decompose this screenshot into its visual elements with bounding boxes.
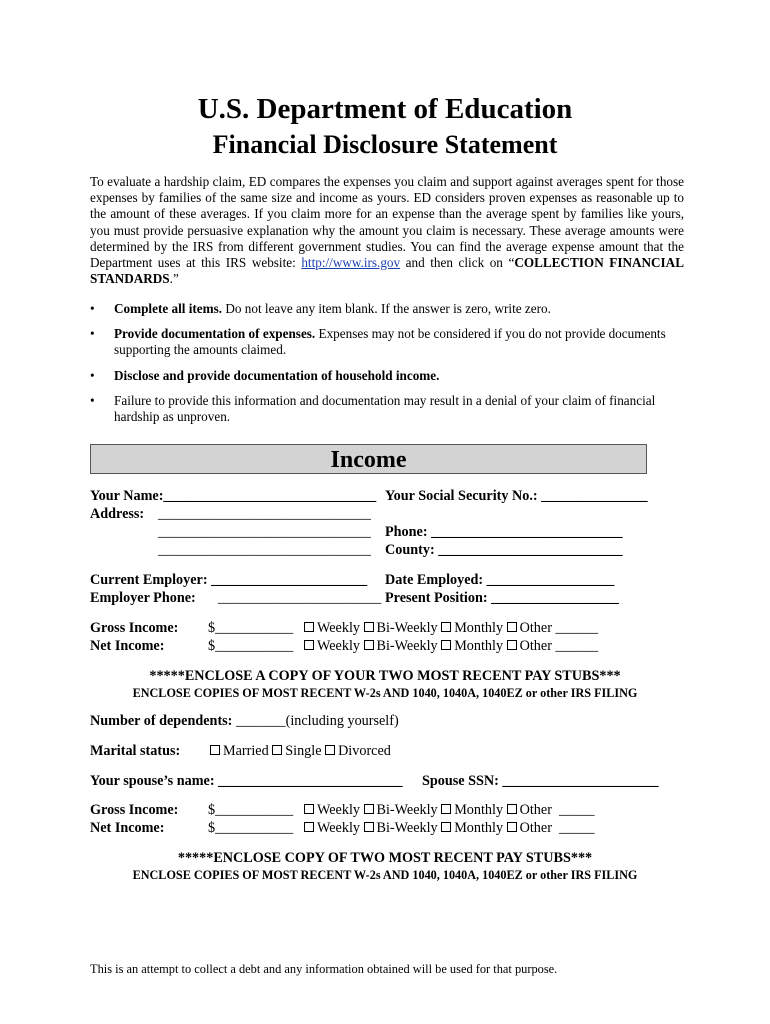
biweekly-label: Bi-Weekly	[376, 802, 438, 818]
monthly-label: Monthly	[454, 802, 504, 818]
enclose-spouse-w2-notice: ENCLOSE COPIES OF MOST RECENT W-2s AND 1040, 1040A, 1040EZ or other IRS FILING	[132, 868, 638, 882]
ssn-field[interactable]: Your Social Security No.: _______________	[385, 488, 648, 504]
other-field[interactable]: ______	[555, 620, 599, 636]
bullet-bold: Complete all items.	[114, 301, 223, 316]
intro-paragraph	[90, 174, 684, 287]
bullet-icon: •	[90, 393, 95, 408]
spouse-gross-income-frequency	[304, 802, 594, 819]
monthly-checkbox[interactable]	[441, 640, 451, 650]
other-field[interactable]: _____	[559, 820, 595, 836]
net-income-amount[interactable]: $___________	[208, 638, 294, 654]
gross-income-amount[interactable]: $___________	[208, 620, 294, 636]
biweekly-checkbox[interactable]	[364, 622, 374, 632]
monthly-label: Monthly	[454, 820, 504, 836]
address-line-1[interactable]: ______________________________	[158, 506, 371, 522]
biweekly-checkbox[interactable]	[364, 804, 374, 814]
bullet-icon: •	[90, 326, 95, 341]
net-income-label: Net Income:	[90, 638, 165, 654]
weekly-checkbox[interactable]	[304, 822, 314, 832]
other-checkbox[interactable]	[507, 822, 517, 832]
gross-income-label: Gross Income:	[90, 620, 179, 636]
intro-text: To evaluate a hardship claim, ED compares the expenses you claim and support against averages spent for those expenses by families of the same size and income as yours. ED considers proven expenses as reasonable up to the amount of these averages. If you claim more for an expense than the average spent by families like yours, you must provide persuasive explanation why the amount you claim is necessary. These average amounts were determined by the IRS from different government studies. You can find the average expense amount that the Department uses at this IRS website:	[90, 174, 684, 271]
dependents-blank[interactable]: _______	[232, 713, 286, 729]
other-field[interactable]: ______	[555, 638, 599, 654]
income-section-title: Income	[330, 447, 407, 473]
monthly-label: Monthly	[454, 620, 504, 636]
enclose-w2-notice: ENCLOSE COPIES OF MOST RECENT W-2s AND 1040, 1040A, 1040EZ or other IRS FILING	[132, 686, 638, 700]
other-checkbox[interactable]	[507, 640, 517, 650]
spouse-net-income-amount[interactable]: $___________	[208, 820, 294, 836]
bullet-bold: Disclose and provide documentation of household income.	[114, 368, 440, 383]
dependents-note: (including yourself)	[285, 713, 399, 729]
other-label: Other	[519, 820, 552, 836]
married-label: Married	[223, 743, 269, 759]
spouse-net-income-frequency	[304, 820, 594, 837]
page-subtitle: Financial Disclosure Statement	[212, 130, 558, 159]
footer-disclaimer: This is an attempt to collect a debt and any information obtained will be used for that purpose.	[90, 962, 558, 976]
bullet-icon: •	[90, 368, 95, 383]
your-name-field[interactable]: Your Name:______________________________	[90, 488, 377, 504]
weekly-checkbox[interactable]	[304, 804, 314, 814]
biweekly-checkbox[interactable]	[364, 822, 374, 832]
weekly-label: Weekly	[317, 802, 360, 818]
employer-phone-field[interactable]: _______________________	[218, 590, 382, 606]
biweekly-label: Bi-Weekly	[376, 620, 438, 636]
enclose-spouse-pay-stubs-notice: *****ENCLOSE COPY OF TWO MOST RECENT PAY STUBS***	[177, 850, 593, 866]
biweekly-label: Bi-Weekly	[376, 820, 438, 836]
other-label: Other	[519, 802, 552, 818]
other-checkbox[interactable]	[507, 622, 517, 632]
bullet-item-documentation	[90, 326, 670, 358]
bullet-text: Failure to provide this information and documentation may result in a denial of your claim of financial hardship as unproven.	[114, 393, 656, 425]
monthly-checkbox[interactable]	[441, 822, 451, 832]
bullet-icon: •	[90, 301, 95, 316]
address-line-2[interactable]: ______________________________	[158, 524, 371, 540]
page-title: U.S. Department of Education	[197, 93, 573, 125]
county-field[interactable]: County: __________________________	[385, 542, 623, 558]
date-employed-field[interactable]: Date Employed: __________________	[385, 572, 615, 588]
bullet-text: Do not leave any item blank. If the answer is zero, write zero.	[222, 301, 551, 316]
bullet-item-failure	[90, 393, 670, 425]
dependents-field[interactable]	[90, 713, 399, 730]
intro-text-after-link: and then click on “	[400, 255, 515, 271]
monthly-checkbox[interactable]	[441, 622, 451, 632]
bullet-item-household-income	[90, 368, 670, 384]
dependents-label: Number of dependents:	[90, 713, 233, 729]
other-field[interactable]: _____	[559, 802, 595, 818]
weekly-label: Weekly	[317, 820, 360, 836]
weekly-label: Weekly	[317, 638, 360, 654]
single-checkbox[interactable]	[272, 745, 282, 755]
employer-phone-label: Employer Phone:	[90, 590, 196, 606]
spouse-gross-income-amount[interactable]: $___________	[208, 802, 294, 818]
present-position-field[interactable]: Present Position: __________________	[385, 590, 619, 606]
net-income-frequency	[304, 638, 598, 655]
other-label: Other	[519, 638, 552, 654]
divorced-checkbox[interactable]	[325, 745, 335, 755]
other-label: Other	[519, 620, 552, 636]
intro-end: .”	[169, 271, 179, 287]
address-line-3[interactable]: ______________________________	[158, 542, 371, 558]
spouse-net-income-label: Net Income:	[90, 820, 165, 836]
bullet-text: Expenses may not be considered if you do not provide documents supporting the amounts claimed.	[114, 326, 666, 358]
collection-standards-text: COLLECTION FINANCIAL STANDARDS	[90, 255, 685, 287]
other-checkbox[interactable]	[507, 804, 517, 814]
weekly-label: Weekly	[317, 620, 360, 636]
weekly-checkbox[interactable]	[304, 640, 314, 650]
address-label: Address:	[90, 506, 145, 522]
bullet-bold: Provide documentation of expenses.	[114, 326, 316, 341]
weekly-checkbox[interactable]	[304, 622, 314, 632]
bullet-item-complete	[90, 301, 670, 317]
spouse-gross-income-label: Gross Income:	[90, 802, 179, 818]
biweekly-checkbox[interactable]	[364, 640, 374, 650]
income-section-header	[90, 444, 647, 474]
spouse-name-field[interactable]: Your spouse’s name: __________________________	[90, 773, 403, 789]
gross-income-frequency	[304, 620, 598, 637]
phone-field[interactable]: Phone: ___________________________	[385, 524, 623, 540]
marital-status-label: Marital status:	[90, 743, 181, 759]
married-checkbox[interactable]	[210, 745, 220, 755]
current-employer-field[interactable]: Current Employer: ______________________	[90, 572, 368, 588]
single-label: Single	[285, 743, 322, 759]
monthly-checkbox[interactable]	[441, 804, 451, 814]
marital-status-options	[210, 743, 391, 760]
divorced-label: Divorced	[338, 743, 391, 759]
irs-link[interactable]: http://www.irs.gov	[301, 255, 401, 271]
enclose-pay-stubs-notice: *****ENCLOSE A COPY OF YOUR TWO MOST RECENT PAY STUBS***	[149, 668, 621, 684]
biweekly-label: Bi-Weekly	[376, 638, 438, 654]
monthly-label: Monthly	[454, 638, 504, 654]
spouse-ssn-field[interactable]: Spouse SSN: ______________________	[422, 773, 659, 789]
